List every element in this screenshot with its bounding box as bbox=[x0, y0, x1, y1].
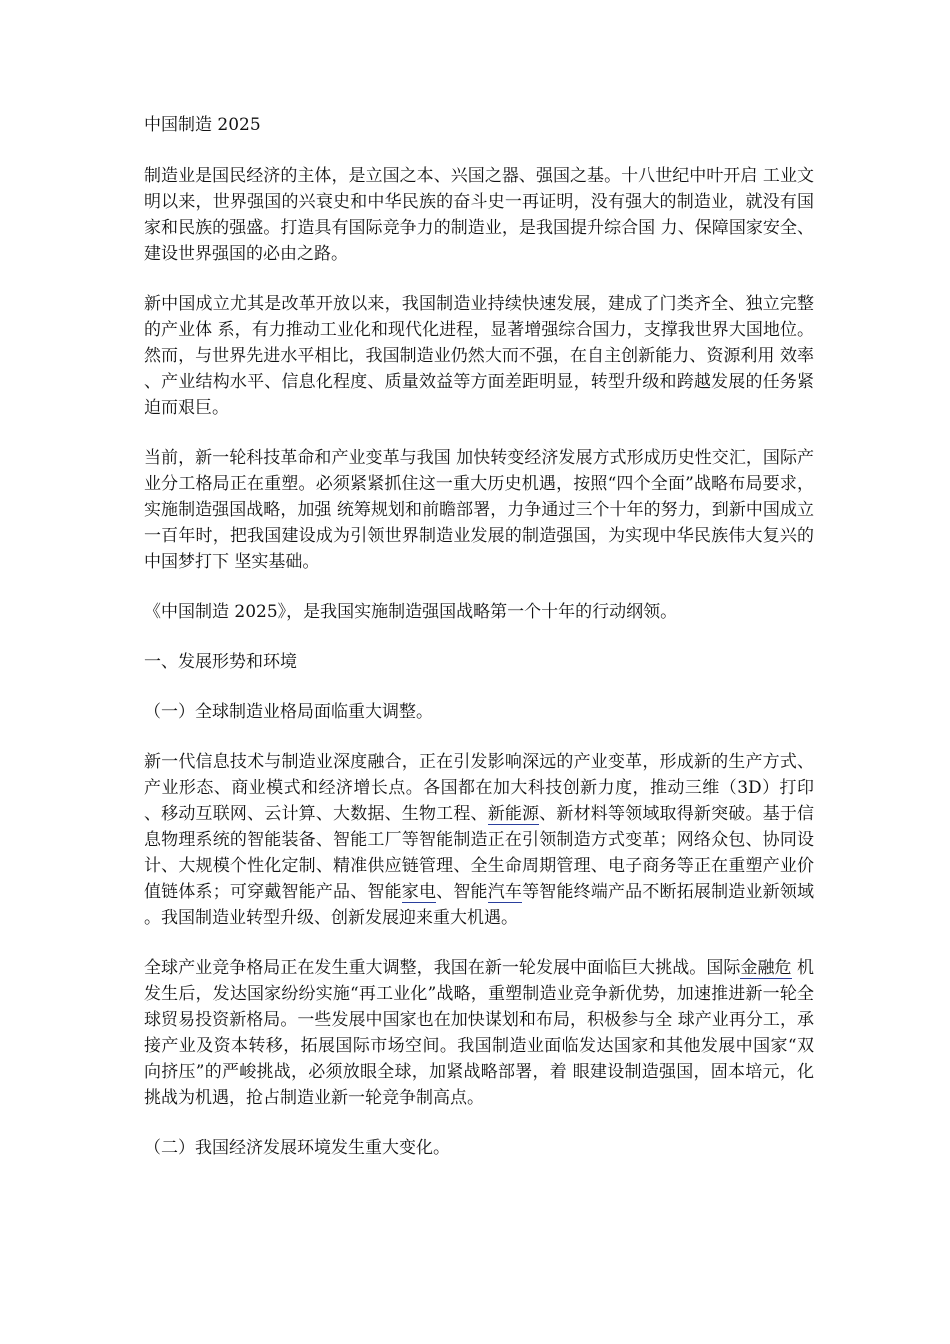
paragraph-text: 《中国制造 2025》，是我国实施制造强国战略第一个十年的行动纲领。 bbox=[144, 602, 678, 622]
paragraph bbox=[144, 649, 814, 675]
inline-link[interactable]: 家电 bbox=[401, 882, 437, 902]
paragraph bbox=[144, 599, 814, 625]
paragraph-text: 新一代信息技术与制造业深度融合，正在引发影响深远的产业变革，形成新的生产方式、产业形态、商业模式和经济增长点。各国都在加大科技创新力度，推动三维（3D）打印、移动互联网、云计算、大数据、生物工程、 bbox=[144, 752, 814, 824]
inline-link[interactable]: 新能源 bbox=[487, 804, 540, 824]
inline-link[interactable]: 金融危 bbox=[740, 958, 792, 978]
paragraph bbox=[144, 699, 814, 725]
paragraph-text: 、新材料等领域取得新突破。基于信息物理系统的智能装备、智能工厂等智能制造正在引领制造方式变革；网络众包、协同设计、大规模个性化定制、精准供应链管理、全生命周期管理、电子商务等正在重塑产业价值链体系；可穿戴智能产品、智能 bbox=[144, 804, 815, 902]
paragraph-text: 制造业是国民经济的主体，是立国之本、兴国之器、强国之基。十八世纪中叶开启 工业文明以来，世界强国的兴衰史和中华民族的奋斗史一再证明，没有强大的制造业，就没有国家和民族的强盛。打造具有国际竞争力的制造业，是我国提升综合国 力、保障国家安全、建设世界强国的必由之路。 bbox=[144, 166, 814, 264]
document-title: 中国制造 2025 bbox=[144, 115, 261, 135]
paragraph bbox=[144, 445, 814, 575]
paragraph-text: 全球产业竞争格局正在发生重大调整，我国在新一轮发展中面临巨大挑战。国际 bbox=[144, 958, 741, 978]
paragraph-list bbox=[144, 163, 814, 1161]
paragraph-text: 一、发展形势和环境 bbox=[144, 652, 297, 672]
paragraph bbox=[144, 749, 814, 931]
paragraph-text: 机发生后，发达国家纷纷实施“再工业化”战略，重塑制造业竞争新优势，加速推进新一轮全球贸易投资新格局。一些发展中国家也在加快谋划和布局，积极参与全 球产业再分工，承接产业及资本转移，拓展国际市场空间。我国制造业面临发达国家和其他发展中国家“双向挤压”的严峻挑战，必须放眼全球，加紧战略部署，着 眼建设制造强国，固本培元，化挑战为机遇，抢占制造业新一轮竞争制高点。 bbox=[144, 958, 815, 1108]
paragraph bbox=[144, 291, 814, 421]
document-body bbox=[144, 112, 814, 1185]
paragraph-text: 当前，新一轮科技革命和产业变革与我国 加快转变经济发展方式形成历史性交汇，国际产业分工格局正在重塑。必须紧紧抓住这一重大历史机遇，按照“四个全面”战略布局要求，实施制造强国战略，加强 统筹规划和前瞻部署，力争通过三个十年的努力，到新中国成立一百年时，把我国建设成为引领世界制造业发展的制造强国，为实现中华民族伟大复兴的中国梦打下 坚实基础。 bbox=[144, 448, 814, 572]
paragraph-text: （二）我国经济发展环境发生重大变化。 bbox=[144, 1138, 450, 1158]
paragraph-text: （一）全球制造业格局面临重大调整。 bbox=[144, 702, 433, 722]
paragraph-text: 、智能 bbox=[436, 882, 488, 902]
paragraph-text: 新中国成立尤其是改革开放以来，我国制造业持续快速发展，建成了门类齐全、独立完整的产业体 系，有力推动工业化和现代化进程，显著增强综合国力，支撑我世界大国地位。然而，与世界先进水平相比，我国制造业仍然大而不强，在自主创新能力、资源利用 效率、产业结构水平、信息化程度、质量效益等方面差距明显，转型升级和跨越发展的任务紧迫而艰巨。 bbox=[144, 294, 814, 418]
inline-link[interactable]: 汽车 bbox=[487, 882, 523, 902]
paragraph bbox=[144, 1135, 814, 1161]
paragraph bbox=[144, 163, 814, 267]
paragraph-text: 等智能终端产品不断拓展制造业新领域。我国制造业转型升级、创新发展迎来重大机遇。 bbox=[144, 882, 815, 928]
paragraph bbox=[144, 955, 814, 1111]
